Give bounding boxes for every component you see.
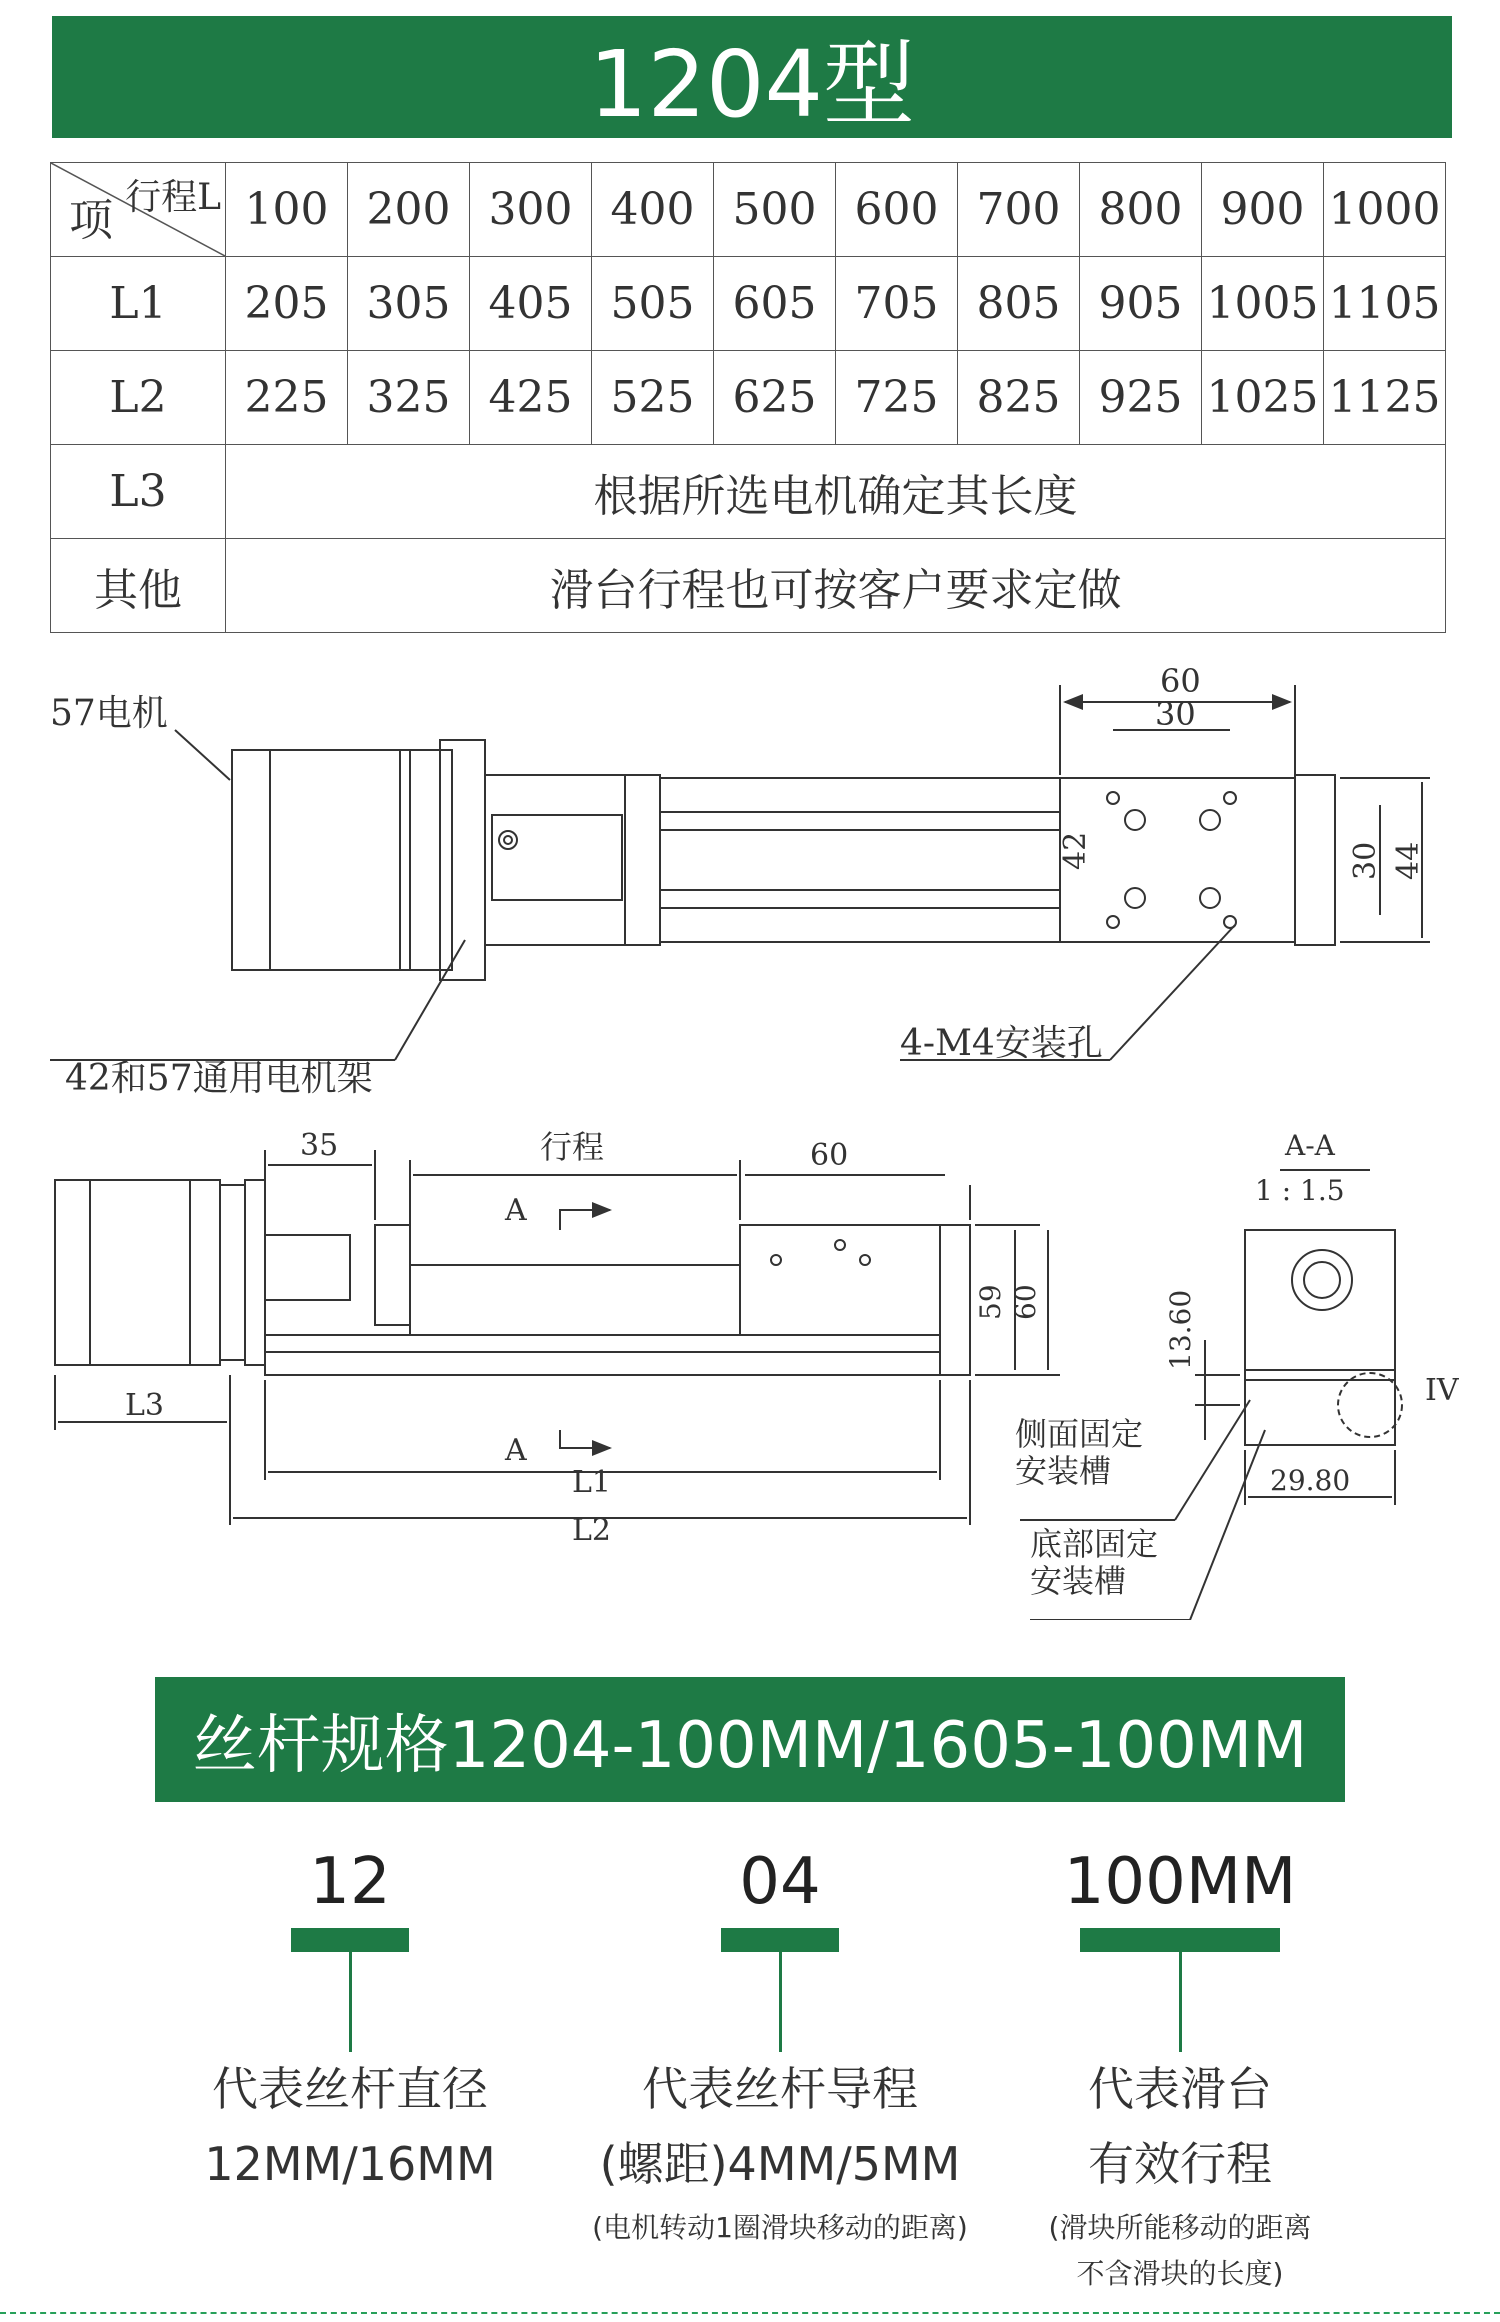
table-cell: 1025 <box>1202 351 1324 445</box>
table-cell: 1105 <box>1324 257 1446 351</box>
detail-iv: IV <box>1425 1373 1459 1408</box>
stroke-cell: 900 <box>1202 163 1324 257</box>
dim-60c: 60 <box>1009 1284 1042 1320</box>
table-cell: 1125 <box>1324 351 1446 445</box>
motor-mount-label: 42和57通用电机架 <box>65 1058 373 1099</box>
spec-stroke <box>1020 1845 1340 2294</box>
header-corner-cell <box>51 163 226 257</box>
section-screw <box>1292 1250 1352 1310</box>
bottom-divider <box>0 2312 1500 2314</box>
top-motor-body <box>232 750 452 970</box>
spec-banner-text: 丝杆规格1204-100MM/1605-100MM <box>192 1708 1308 1783</box>
table-cell: 605 <box>714 257 836 351</box>
mount-holes-label: 4-M4安装孔 <box>900 1023 1103 1064</box>
spec-bar <box>1080 1928 1280 1952</box>
table-cell: 725 <box>836 351 958 445</box>
side-rail <box>265 1335 940 1375</box>
dim-44: 44 <box>1391 841 1426 880</box>
section-scale: 1 : 1.5 <box>1255 1174 1345 1207</box>
table-cell-merged: 根据所选电机确定其长度 <box>226 445 1446 539</box>
spec-desc-line1: 代表滑台 <box>1088 2062 1272 2116</box>
table-cell: 925 <box>1080 351 1202 445</box>
top-rail <box>660 778 1060 942</box>
section-a-bottom: A <box>505 1433 527 1468</box>
section-a-top: A <box>505 1193 527 1228</box>
side-coupling <box>265 1235 350 1300</box>
stroke-cell: 1000 <box>1324 163 1446 257</box>
dim-60b: 60 <box>810 1138 849 1173</box>
table-cell-merged: 滑台行程也可按客户要求定做 <box>226 539 1446 633</box>
row-label: L2 <box>51 351 226 445</box>
dim-2980: 29.80 <box>1270 1464 1351 1497</box>
spec-desc-line1: 代表丝杆导程 <box>642 2062 918 2116</box>
table-cell: 325 <box>348 351 470 445</box>
stroke-cell: 300 <box>470 163 592 257</box>
spec-desc-line2: 12MM/16MM <box>204 2137 496 2191</box>
dim-1360: 13.60 <box>1164 1289 1197 1370</box>
stroke-cell: 700 <box>958 163 1080 257</box>
table-cell: 225 <box>226 351 348 445</box>
section-profile <box>1245 1370 1395 1445</box>
section-title: A-A <box>1285 1129 1335 1162</box>
table-row <box>51 351 1446 445</box>
spec-note-line2: 不含滑块的长度) <box>1076 2257 1284 2290</box>
table-cell: 825 <box>958 351 1080 445</box>
spec-stem <box>1179 1952 1182 2052</box>
stroke-cell: 100 <box>226 163 348 257</box>
l1-dim: L1 <box>572 1465 612 1500</box>
header-item-label: 项 <box>69 195 113 246</box>
side-slot-label-2: 安装槽 <box>1015 1452 1112 1490</box>
table-cell: 525 <box>592 351 714 445</box>
spec-value: 12 <box>309 1845 391 1919</box>
spec-desc-line2: (螺距)4MM/5MM <box>599 2137 961 2191</box>
side-screw <box>410 1265 740 1335</box>
dim-60: 60 <box>1160 662 1201 700</box>
table-cell: 205 <box>226 257 348 351</box>
technical-drawing <box>0 640 1500 1620</box>
section-housing <box>1245 1230 1395 1380</box>
stroke-label: 行程 <box>540 1128 605 1166</box>
side-motor-body <box>55 1180 220 1365</box>
title-banner <box>52 16 1452 138</box>
top-coupling <box>492 815 622 900</box>
spec-desc-line2: 有效行程 <box>1088 2137 1272 2191</box>
spec-banner <box>155 1677 1345 1802</box>
spec-bar <box>721 1928 839 1952</box>
table-cell: 705 <box>836 257 958 351</box>
row-label: L3 <box>51 445 226 539</box>
stroke-cell: 200 <box>348 163 470 257</box>
dim-35: 35 <box>300 1128 339 1163</box>
dim-30b: 30 <box>1348 841 1383 880</box>
dim-59: 59 <box>974 1284 1007 1320</box>
dim-30: 30 <box>1155 695 1196 733</box>
table-row <box>51 539 1446 633</box>
table-header-row <box>51 163 1446 257</box>
l3-dim: L3 <box>125 1388 165 1423</box>
header-stroke-label: 行程L <box>125 177 221 218</box>
table-cell: 505 <box>592 257 714 351</box>
stroke-cell: 800 <box>1080 163 1202 257</box>
spec-note-line1: (电机转动1圈滑块移动的距离) <box>592 2211 968 2244</box>
stroke-cell: 500 <box>714 163 836 257</box>
spec-stem <box>779 1952 782 2052</box>
side-slot-label-1: 侧面固定 <box>1015 1415 1144 1453</box>
spec-diameter <box>170 1845 530 2202</box>
stroke-cell: 600 <box>836 163 958 257</box>
table-cell: 305 <box>348 257 470 351</box>
bottom-slot-label-2: 安装槽 <box>1030 1562 1127 1600</box>
motor57-label: 57电机 <box>50 693 168 734</box>
side-motor-mount <box>245 1180 265 1365</box>
table-row <box>51 257 1446 351</box>
dim-42: 42 <box>1058 831 1093 870</box>
spec-value: 100MM <box>1063 1845 1297 1919</box>
row-label: L1 <box>51 257 226 351</box>
top-slider <box>1060 778 1295 942</box>
spec-stem <box>349 1952 352 2052</box>
table-cell: 625 <box>714 351 836 445</box>
spec-note-line1: (滑块所能移动的距离 <box>1048 2211 1312 2244</box>
table-cell: 425 <box>470 351 592 445</box>
row-label: 其他 <box>51 539 226 633</box>
table-cell: 805 <box>958 257 1080 351</box>
spec-value: 04 <box>739 1845 821 1919</box>
spec-bar <box>291 1928 409 1952</box>
side-slider <box>740 1225 940 1335</box>
spec-table <box>50 162 1446 633</box>
page-title: 1204型 <box>588 31 916 138</box>
spec-desc-line1: 代表丝杆直径 <box>212 2062 488 2116</box>
l2-dim: L2 <box>572 1513 612 1548</box>
spec-lead <box>580 1845 980 2248</box>
bottom-slot-label-1: 底部固定 <box>1030 1525 1159 1563</box>
table-cell: 1005 <box>1202 257 1324 351</box>
table-row <box>51 445 1446 539</box>
table-cell: 905 <box>1080 257 1202 351</box>
table-cell: 405 <box>470 257 592 351</box>
stroke-cell: 400 <box>592 163 714 257</box>
